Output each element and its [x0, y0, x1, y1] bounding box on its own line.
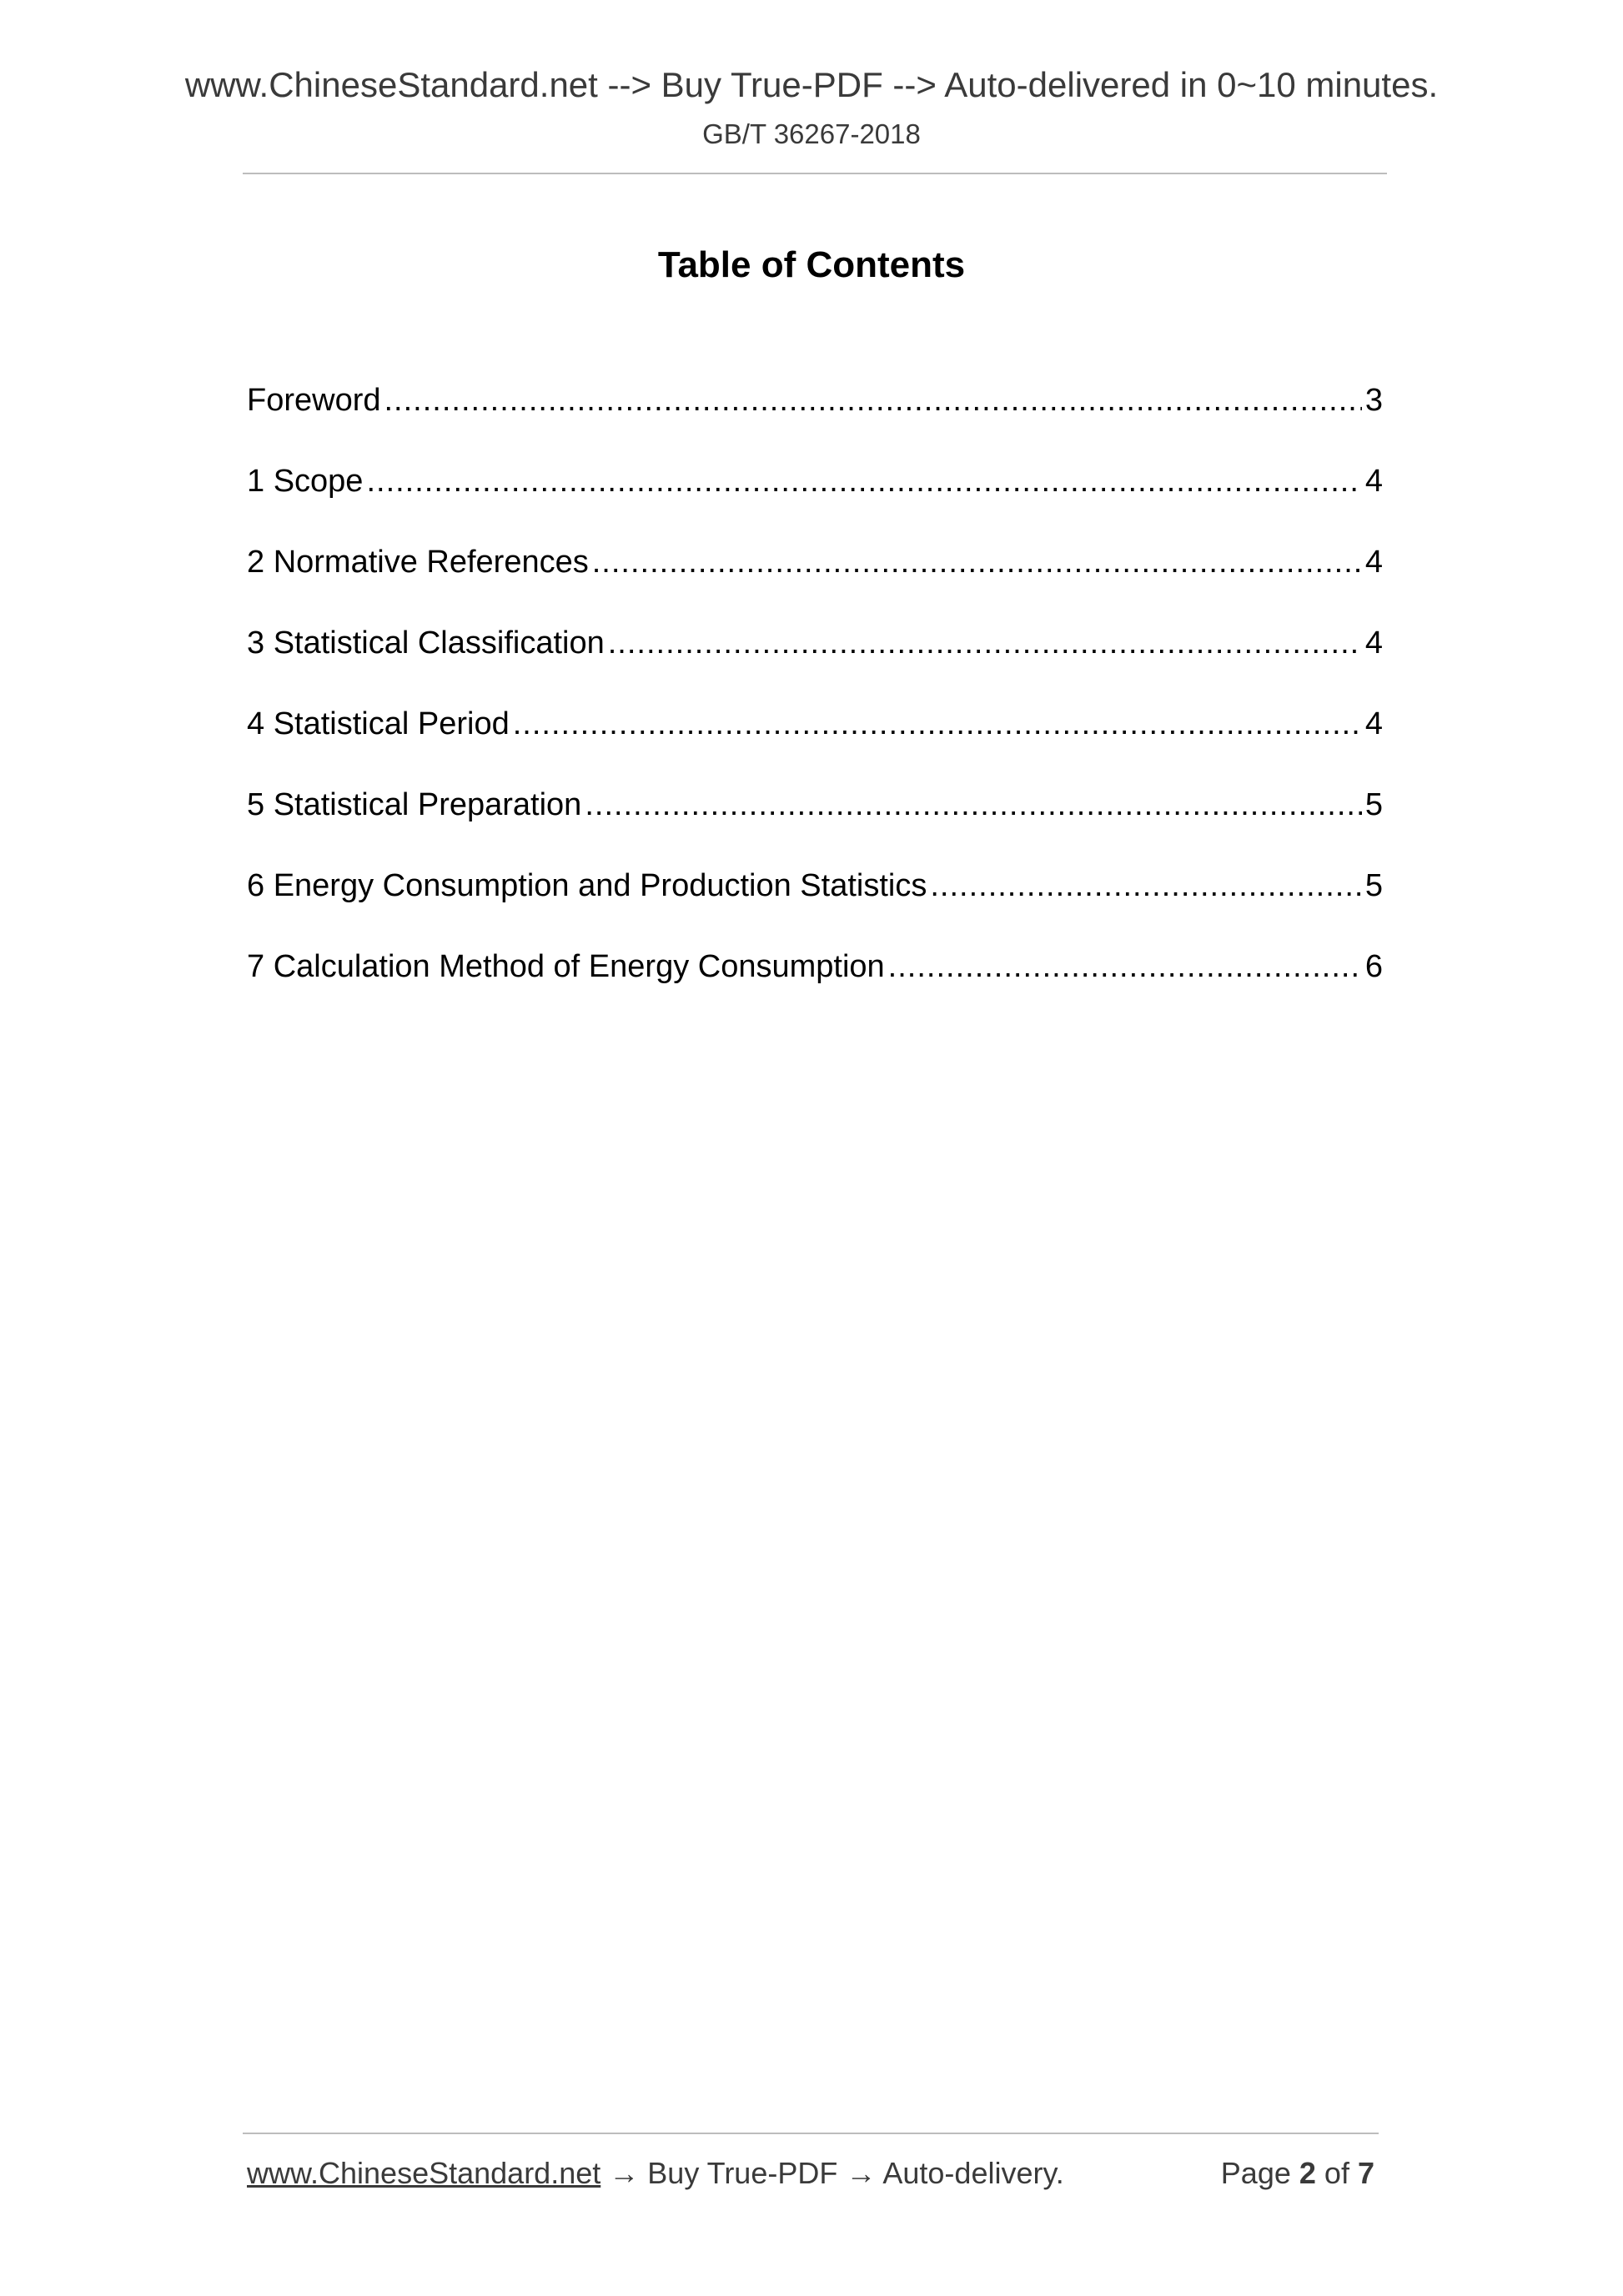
toc-leader-dots [585, 784, 1362, 826]
toc-entry-energy-consumption-statistics[interactable] [247, 865, 1383, 946]
toc-entry-foreword[interactable] [247, 379, 1383, 460]
toc-entry-statistical-classification[interactable] [247, 622, 1383, 703]
toc-entry-page: 4 [1364, 706, 1383, 741]
toc-leader-dots [888, 946, 1362, 987]
toc-entry-text: 7 Calculation Method of Energy Consumption [247, 949, 885, 984]
header-divider [243, 173, 1387, 174]
toc-entry-text: Foreword [247, 383, 381, 418]
toc-entry-page: 3 [1364, 383, 1383, 418]
arrow-right-icon: → [609, 2156, 640, 2190]
toc-entry-page: 4 [1364, 625, 1383, 661]
page-total: 7 [1357, 2156, 1374, 2190]
toc-entry-scope[interactable] [247, 460, 1383, 541]
toc-entry-text: 1 Scope [247, 464, 364, 499]
page-current: 2 [1299, 2156, 1316, 2190]
toc-entry-statistical-preparation[interactable] [247, 784, 1383, 865]
toc-title: Table of Contents [657, 244, 966, 285]
toc-list [247, 379, 1383, 1027]
footer-site-link[interactable]: www.ChineseStandard.net [247, 2156, 601, 2190]
toc-entry-text: 4 Statistical Period [247, 706, 510, 741]
toc-leader-dots [608, 622, 1362, 664]
toc-leader-dots [513, 703, 1362, 745]
toc-entry-page: 4 [1364, 464, 1383, 499]
toc-entry-text: 2 Normative References [247, 545, 589, 580]
toc-leader-dots [930, 865, 1362, 907]
toc-entry-text: 5 Statistical Preparation [247, 787, 582, 822]
document-id: GB/T 36267-2018 [702, 118, 921, 149]
toc-entry-statistical-period[interactable] [247, 703, 1383, 784]
header-banner: www.ChineseStandard.net --> Buy True-PDF --> Auto-delivered in 0~10 minutes. [184, 65, 1439, 104]
toc-leader-dots [366, 460, 1361, 502]
page-number [1221, 2156, 1374, 2191]
toc-entry-calculation-method[interactable] [247, 946, 1383, 1027]
toc-leader-dots [384, 379, 1362, 421]
arrow-right-icon: → [846, 2156, 877, 2190]
toc-entry-page: 4 [1364, 545, 1383, 580]
toc-entry-normative-references[interactable] [247, 541, 1383, 622]
of-label: of [1324, 2156, 1349, 2190]
footer-divider [243, 2133, 1379, 2134]
toc-leader-dots [592, 541, 1362, 583]
footer-promo [247, 2156, 1064, 2191]
toc-entry-text: 6 Energy Consumption and Production Statistics [247, 868, 927, 903]
toc-entry-page: 5 [1364, 787, 1383, 822]
toc-entry-page: 5 [1364, 868, 1383, 903]
page-label: Page [1220, 2156, 1291, 2190]
footer-delivery-text: Auto-delivery. [882, 2156, 1064, 2190]
footer-buy-text: Buy True-PDF [647, 2156, 838, 2190]
toc-entry-text: 3 Statistical Classification [247, 625, 605, 661]
toc-entry-page: 6 [1364, 949, 1383, 984]
